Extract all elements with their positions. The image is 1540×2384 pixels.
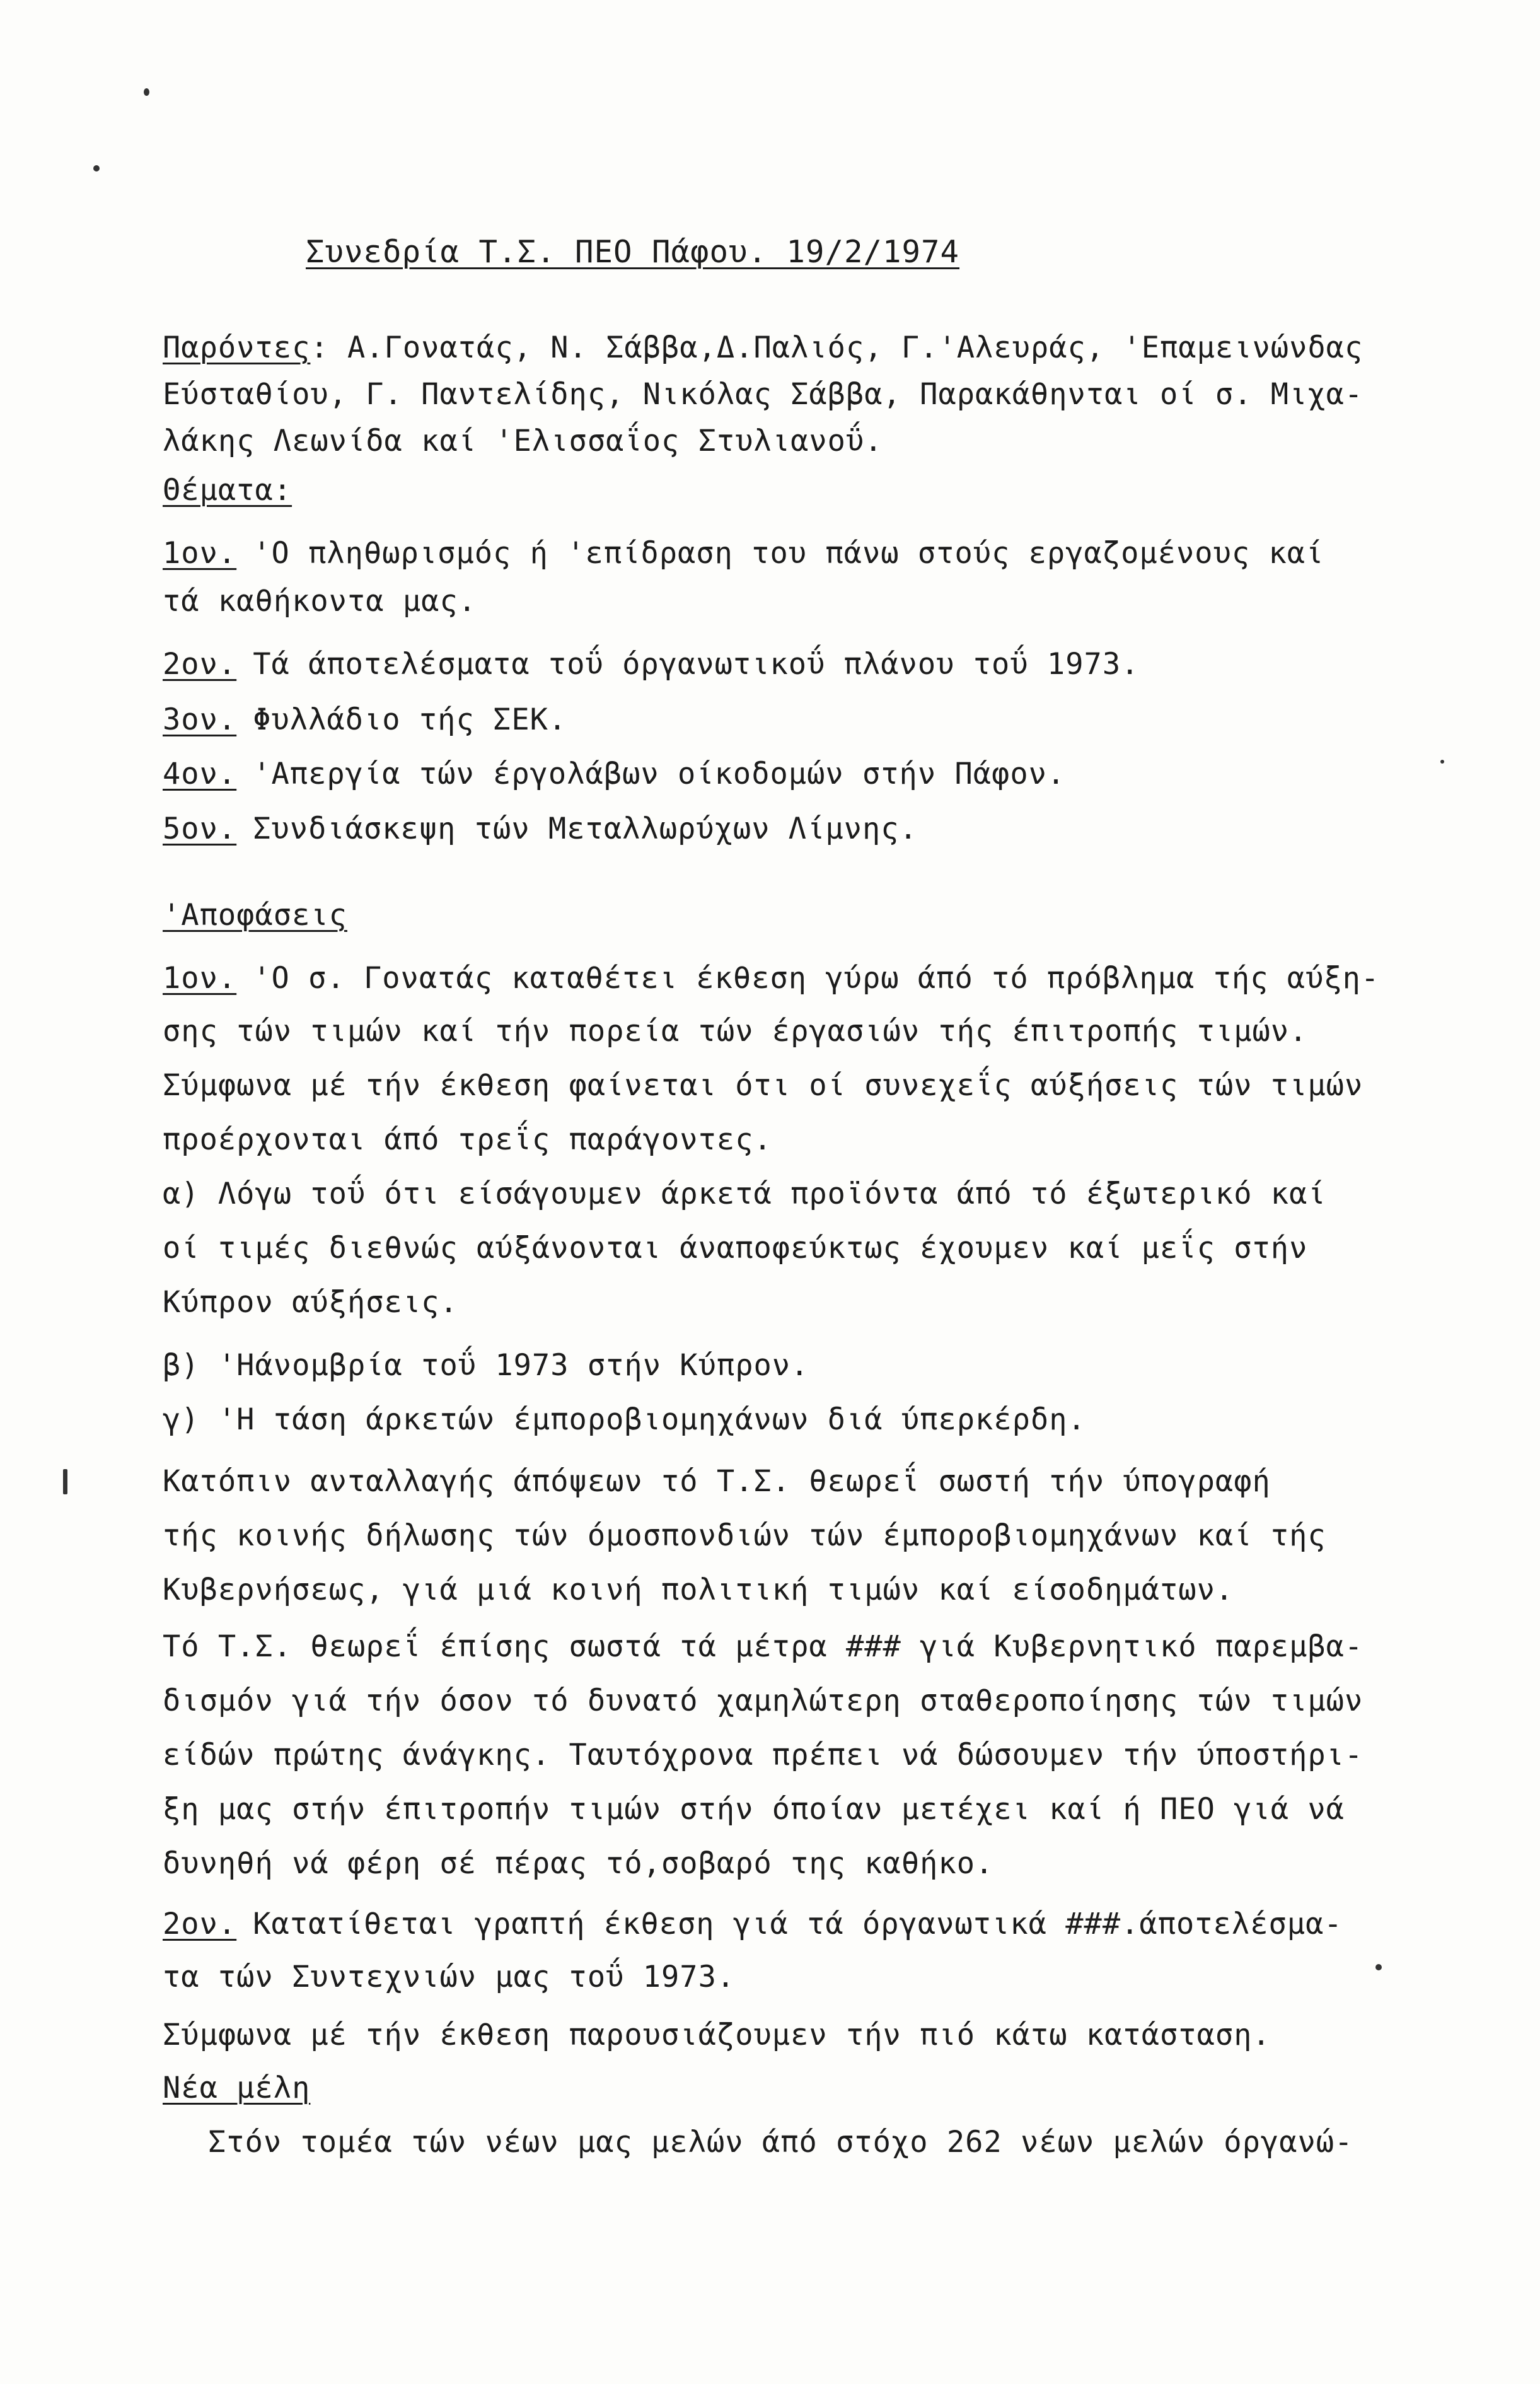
new-members-text: Στόν τομέα τών νέων μας μελών άπό στόχο 262 νέων μελών όργανώ- <box>208 2125 1353 2160</box>
scan-speck <box>1440 760 1444 764</box>
decision-line <box>163 958 1379 999</box>
meeting-title: Συνεδρία Τ.Σ. ΠΕΟ Πάφου. 19/2/1974 <box>306 234 960 270</box>
agenda-item: τά καθήκοντα μας. <box>163 584 477 619</box>
scan-speck <box>1375 1964 1382 1970</box>
decision-text: 'Ο σ. Γονατάς καταθέτει έκθεση γύρω άπό τό πρόβλημα τής αύξη- <box>253 961 1380 996</box>
agenda-item <box>163 700 567 740</box>
agenda-heading: Θέματα: <box>163 473 292 508</box>
agenda-item-text: Συνδιάσκεψη τών Μεταλλωρύχων Λίμνης. <box>253 811 918 846</box>
decision-line: Τό Τ.Σ. θεωρεΐ έπίσης σωστά τά μέτρα ### γιά Κυβερνητικό παρεμβα- <box>163 1629 1363 1664</box>
decision-line: δισμόν γιά τήν όσον τό δυνατό χαμηλώτερη σταθεροποίησης τών τιμών <box>163 1683 1363 1718</box>
decision-line <box>163 1904 1343 1945</box>
present-line-3: λάκης Λεωνίδα καί 'Ελισσαΐος Στυλιανοΰ. <box>163 424 883 458</box>
present-label: Παρόντες <box>163 330 311 365</box>
decision-line: προέρχονται άπό τρεΐς παράγοντες. <box>163 1122 772 1157</box>
scan-speck <box>144 88 149 96</box>
decision-line: α) Λόγω τοΰ ότι είσάγουμεν άρκετά προϊόντα άπό τό έξωτερικό καί <box>163 1177 1326 1211</box>
decision-line: οί τιμές διεθνώς αύξάνονται άναποφεύκτως έχουμεν καί μεΐς στήν <box>163 1231 1308 1265</box>
decision-line: β) 'Ηάνομβρία τοΰ 1973 στήν Κύπρον. <box>163 1348 809 1383</box>
agenda-item-text: Φυλλάδιο τής ΣΕΚ. <box>253 702 567 737</box>
agenda-item <box>163 809 918 849</box>
decision-line: γ) 'Η τάση άρκετών έμποροβιομηχάνων διά ύπερκέρδη. <box>163 1402 1086 1437</box>
agenda-item-text: 'Απεργία τών έργολάβων οίκοδομών στήν Πάφον. <box>253 757 1066 791</box>
decision-line: Κύπρον αύξήσεις. <box>163 1285 458 1320</box>
scan-speck <box>63 1469 67 1494</box>
decision-line: ξη μας στήν έπιτροπήν τιμών στήν όποίαν μετέχει καί ή ΠΕΟ γιά νά <box>163 1792 1345 1827</box>
agenda-item-number: 5ον. <box>163 811 237 846</box>
agenda-item-text: 'Ο πληθωρισμός ή 'επίδραση του πάνω στούς εργαζομένους καί <box>253 536 1324 571</box>
present-line-1 <box>163 328 1363 368</box>
decision-line: είδών πρώτης άνάγκης. Ταυτόχρονα πρέπει νά δώσουμεν τήν ύποστήρι- <box>163 1738 1363 1772</box>
agenda-item-text: Τά άποτελέσματα τοΰ όργανωτικοΰ πλάνου τοΰ 1973. <box>253 647 1140 682</box>
agenda-item <box>163 754 1065 794</box>
present-line1-text: : Α.Γονατάς, Ν. Σάββα,Δ.Παλιός, Γ.'Αλευράς, 'Επαμεινώνδας <box>310 330 1363 365</box>
decision-number: 2ον. <box>163 1907 237 1941</box>
decision-line: τα τών Συντεχνιών μας τοΰ 1973. <box>163 1960 736 1994</box>
decisions-heading: 'Αποφάσεις <box>163 898 347 933</box>
agenda-item <box>163 644 1139 685</box>
decision-line: Σύμφωνα μέ τήν έκθεση παρουσιάζουμεν τήν πιό κάτω κατάσταση. <box>163 2018 1271 2052</box>
decision-text: Κατατίθεται γραπτή έκθεση γιά τά όργανωτικά ###.άποτελέσμα- <box>253 1907 1343 1941</box>
decision-line: τής κοινής δήλωσης τών όμοσπονδιών τών έμποροβιομηχάνων καί τής <box>163 1518 1326 1553</box>
agenda-item-number: 3ον. <box>163 702 237 737</box>
decision-line: Κατόπιν ανταλλαγής άπόψεων τό Τ.Σ. θεωρεΐ σωστή τήν ύπογραφή <box>163 1464 1271 1499</box>
decision-line: Κυβερνήσεως, γιά μιά κοινή πολιτική τιμών καί είσοδημάτων. <box>163 1573 1234 1607</box>
scan-speck <box>93 165 100 172</box>
decision-line: Σύμφωνα μέ τήν έκθεση φαίνεται ότι οί συνεχεΐς αύξήσεις τών τιμών <box>163 1068 1363 1103</box>
present-line-2: Εύσταθίου, Γ. Παντελίδης, Νικόλας Σάββα, Παρακάθηνται οί σ. Μιχα- <box>163 377 1363 412</box>
decision-line: σης τών τιμών καί τήν πορεία τών έργασιών τής έπιτροπής τιμών. <box>163 1014 1308 1049</box>
agenda-item <box>163 533 1324 574</box>
agenda-item-number: 2ον. <box>163 647 237 682</box>
agenda-item-number: 4ον. <box>163 757 237 791</box>
new-members-heading: Νέα μέλη <box>163 2071 311 2105</box>
decision-number: 1ον. <box>163 961 237 996</box>
decision-line: δυνηθή νά φέρη σέ πέρας τό,σοβαρό της καθήκο. <box>163 1846 994 1881</box>
agenda-item-number: 1ον. <box>163 536 237 571</box>
